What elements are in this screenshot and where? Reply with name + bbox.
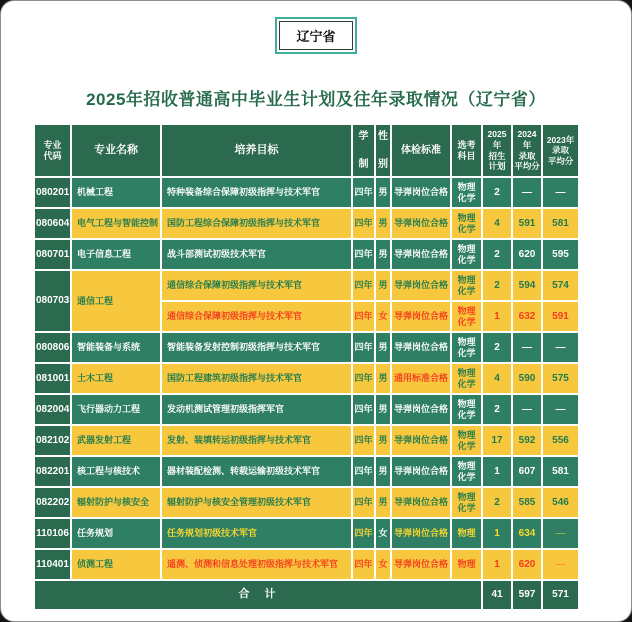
- major-name-cell: 辐射防护与核安全: [71, 487, 161, 518]
- training-goal-cell: 发动机测试管理初级指挥军官: [161, 394, 352, 425]
- major-code-cell: 080604: [34, 208, 71, 239]
- plan-2025-cell: 2: [482, 177, 512, 208]
- avg-2023-cell: 556: [542, 425, 579, 456]
- total-row: [34, 580, 579, 610]
- major-code-cell: 082004: [34, 394, 71, 425]
- gender-cell: 男: [375, 456, 391, 487]
- avg-2024-cell: 607: [512, 456, 542, 487]
- column-header: 专业 代码: [34, 124, 71, 177]
- plan-2025-cell: 2: [482, 487, 512, 518]
- training-goal-cell: 国防工程综合保障初级指挥与技术军官: [161, 208, 352, 239]
- major-code-cell: 080201: [34, 177, 71, 208]
- exam-subjects-cell: 物理 化学: [451, 394, 482, 425]
- physical-standard-cell: 导弹岗位合格: [391, 270, 451, 301]
- avg-2023-cell: 581: [542, 456, 579, 487]
- exam-subjects-cell: 物理 化学: [451, 208, 482, 239]
- duration-cell: 四年: [352, 301, 375, 332]
- physical-standard-cell: 导弹岗位合格: [391, 332, 451, 363]
- page-title: 2025年招收普通高中毕业生计划及往年录取情况（辽宁省）: [86, 90, 546, 109]
- avg-2024-cell: 594: [512, 270, 542, 301]
- plan-2025-cell: 1: [482, 549, 512, 580]
- avg-2024-cell: 634: [512, 518, 542, 549]
- column-header: 体检标准: [391, 124, 451, 177]
- gender-cell: 女: [375, 518, 391, 549]
- duration-cell: 四年: [352, 332, 375, 363]
- training-goal-cell: 遥测、侦测和信息处理初级指挥与技术军官: [161, 549, 352, 580]
- physical-standard-cell: 导弹岗位合格: [391, 549, 451, 580]
- exam-subjects-cell: 物理 化学: [451, 301, 482, 332]
- major-name-cell: 武器发射工程: [71, 425, 161, 456]
- major-name-cell: 电气工程与智能控制: [71, 208, 161, 239]
- training-goal-cell: 器材装配检测、转载运输初级技术军官: [161, 456, 352, 487]
- physical-standard-cell: 导弹岗位合格: [391, 239, 451, 270]
- total-avg-2024-cell: 597: [512, 580, 542, 610]
- plan-2025-cell: 4: [482, 208, 512, 239]
- exam-subjects-cell: 物理: [451, 549, 482, 580]
- major-code-cell: 110401: [34, 549, 71, 580]
- column-header: 2023年 录取 平均分: [542, 124, 579, 177]
- major-name-cell: 电子信息工程: [71, 239, 161, 270]
- table-row: [34, 363, 579, 394]
- major-code-cell: 082202: [34, 487, 71, 518]
- avg-2023-cell: —: [542, 332, 579, 363]
- major-code-cell: 082102: [34, 425, 71, 456]
- major-name-cell: 土木工程: [71, 363, 161, 394]
- physical-standard-cell: 导弹岗位合格: [391, 456, 451, 487]
- column-header: 学 制: [352, 124, 375, 177]
- gender-cell: 男: [375, 425, 391, 456]
- province-tag-label: 辽宁省: [279, 21, 352, 50]
- exam-subjects-cell: 物理 化学: [451, 177, 482, 208]
- exam-subjects-cell: 物理 化学: [451, 239, 482, 270]
- plan-2025-cell: 2: [482, 270, 512, 301]
- physical-standard-cell: 导弹岗位合格: [391, 177, 451, 208]
- duration-cell: 四年: [352, 177, 375, 208]
- physical-standard-cell: 通用标准合格: [391, 363, 451, 394]
- column-header: 专业名称: [71, 124, 161, 177]
- major-code-cell: 080701: [34, 239, 71, 270]
- total-label: 合 计: [34, 580, 482, 610]
- exam-subjects-cell: 物理 化学: [451, 270, 482, 301]
- column-header: 2024年 录取 平均分: [512, 124, 542, 177]
- exam-subjects-cell: 物理 化学: [451, 456, 482, 487]
- physical-standard-cell: 导弹岗位合格: [391, 208, 451, 239]
- gender-cell: 男: [375, 208, 391, 239]
- major-code-cell: 081001: [34, 363, 71, 394]
- major-code-cell: 080806: [34, 332, 71, 363]
- training-goal-cell: 特种装备综合保障初级指挥与技术军官: [161, 177, 352, 208]
- province-tag: [275, 17, 356, 54]
- avg-2024-cell: 632: [512, 301, 542, 332]
- training-goal-cell: 战斗部测试初级技术军官: [161, 239, 352, 270]
- avg-2024-cell: 590: [512, 363, 542, 394]
- major-name-cell: 侦测工程: [71, 549, 161, 580]
- plan-2025-cell: 2: [482, 239, 512, 270]
- gender-cell: 男: [375, 177, 391, 208]
- major-name-cell: 智能装备与系统: [71, 332, 161, 363]
- training-goal-cell: 国防工程建筑初级指挥与技术军官: [161, 363, 352, 394]
- admissions-table: [33, 123, 580, 611]
- avg-2024-cell: 620: [512, 549, 542, 580]
- exam-subjects-cell: 物理 化学: [451, 332, 482, 363]
- plan-2025-cell: 2: [482, 332, 512, 363]
- exam-subjects-cell: 物理 化学: [451, 487, 482, 518]
- gender-cell: 男: [375, 394, 391, 425]
- avg-2023-cell: —: [542, 394, 579, 425]
- table-row: [34, 518, 579, 549]
- duration-cell: 四年: [352, 363, 375, 394]
- column-header: 2025年 招生 计划: [482, 124, 512, 177]
- avg-2023-cell: 546: [542, 487, 579, 518]
- avg-2024-cell: 591: [512, 208, 542, 239]
- gender-cell: 男: [375, 332, 391, 363]
- avg-2023-cell: —: [542, 549, 579, 580]
- table-row: [34, 239, 579, 270]
- duration-cell: 四年: [352, 425, 375, 456]
- avg-2024-cell: —: [512, 394, 542, 425]
- major-name-cell: 通信工程: [71, 270, 161, 332]
- major-name-cell: 飞行器动力工程: [71, 394, 161, 425]
- training-goal-cell: 通信综合保障初级指挥与技术军官: [161, 270, 352, 301]
- gender-cell: 男: [375, 487, 391, 518]
- duration-cell: 四年: [352, 518, 375, 549]
- duration-cell: 四年: [352, 487, 375, 518]
- column-header: 培养目标: [161, 124, 352, 177]
- table-row: [34, 208, 579, 239]
- plan-2025-cell: 4: [482, 363, 512, 394]
- table-row: [34, 270, 579, 301]
- training-goal-cell: 通信综合保障初级指挥与技术军官: [161, 301, 352, 332]
- table-row: [34, 425, 579, 456]
- table-row: [34, 394, 579, 425]
- exam-subjects-cell: 物理 化学: [451, 425, 482, 456]
- gender-cell: 男: [375, 239, 391, 270]
- avg-2024-cell: —: [512, 177, 542, 208]
- avg-2023-cell: 591: [542, 301, 579, 332]
- total-plan-2025-cell: 41: [482, 580, 512, 610]
- duration-cell: 四年: [352, 549, 375, 580]
- major-code-cell: 082201: [34, 456, 71, 487]
- exam-subjects-cell: 物理: [451, 518, 482, 549]
- training-goal-cell: 任务规划初级技术军官: [161, 518, 352, 549]
- duration-cell: 四年: [352, 456, 375, 487]
- major-code-cell: 110106: [34, 518, 71, 549]
- training-goal-cell: 辐射防护与核安全管理初级技术军官: [161, 487, 352, 518]
- major-name-cell: 机械工程: [71, 177, 161, 208]
- exam-subjects-cell: 物理 化学: [451, 363, 482, 394]
- plan-2025-cell: 2: [482, 394, 512, 425]
- column-header: 选考 科目: [451, 124, 482, 177]
- duration-cell: 四年: [352, 270, 375, 301]
- physical-standard-cell: 导弹岗位合格: [391, 487, 451, 518]
- avg-2023-cell: 595: [542, 239, 579, 270]
- gender-cell: 男: [375, 363, 391, 394]
- avg-2024-cell: —: [512, 332, 542, 363]
- training-goal-cell: 智能装备发射控制初级指挥与技术军官: [161, 332, 352, 363]
- duration-cell: 四年: [352, 239, 375, 270]
- physical-standard-cell: 导弹岗位合格: [391, 425, 451, 456]
- plan-2025-cell: 1: [482, 518, 512, 549]
- gender-cell: 女: [375, 301, 391, 332]
- table-row: [34, 456, 579, 487]
- training-goal-cell: 发射、装填转运初级指挥与技术军官: [161, 425, 352, 456]
- avg-2023-cell: —: [542, 518, 579, 549]
- duration-cell: 四年: [352, 394, 375, 425]
- avg-2024-cell: 585: [512, 487, 542, 518]
- total-avg-2023-cell: 571: [542, 580, 579, 610]
- physical-standard-cell: 导弹岗位合格: [391, 394, 451, 425]
- avg-2023-cell: —: [542, 177, 579, 208]
- avg-2023-cell: 575: [542, 363, 579, 394]
- gender-cell: 女: [375, 549, 391, 580]
- column-header: 性 别: [375, 124, 391, 177]
- major-name-cell: 核工程与核技术: [71, 456, 161, 487]
- plan-2025-cell: 17: [482, 425, 512, 456]
- plan-2025-cell: 1: [482, 301, 512, 332]
- table-row: [34, 549, 579, 580]
- major-name-cell: 任务规划: [71, 518, 161, 549]
- avg-2024-cell: 592: [512, 425, 542, 456]
- table-row: [34, 177, 579, 208]
- physical-standard-cell: 导弹岗位合格: [391, 301, 451, 332]
- header-row: [34, 124, 579, 177]
- avg-2023-cell: 574: [542, 270, 579, 301]
- plan-2025-cell: 1: [482, 456, 512, 487]
- table-row: [34, 332, 579, 363]
- duration-cell: 四年: [352, 208, 375, 239]
- major-code-cell: 080703: [34, 270, 71, 332]
- gender-cell: 男: [375, 270, 391, 301]
- avg-2024-cell: 620: [512, 239, 542, 270]
- avg-2023-cell: 581: [542, 208, 579, 239]
- physical-standard-cell: 导弹岗位合格: [391, 518, 451, 549]
- table-row: [34, 487, 579, 518]
